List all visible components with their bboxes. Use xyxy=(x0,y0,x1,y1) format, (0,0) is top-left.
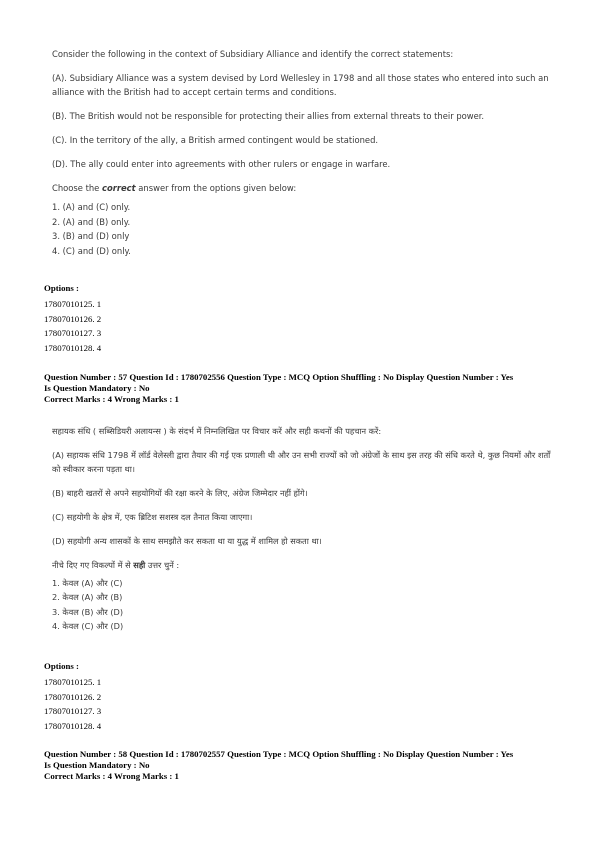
answer-1-hindi: 1. केवल (A) और (C) xyxy=(52,578,123,588)
meta-line-2: Is Question Mandatory : No xyxy=(44,383,150,393)
statement-b: (B). The British would not be responsible for protecting their allies from external threats to their power. xyxy=(52,111,485,121)
statement-b-hindi: (B) बाहरी खतरों से अपने सहयोगियों की रक्षा करने के लिए, अंग्रेज जिम्मेदार नहीं होंगे। xyxy=(52,488,308,498)
options-header: Options : xyxy=(44,661,79,671)
question-57-hindi xyxy=(52,424,557,633)
statement-c-hindi: (C) सहयोगी के क्षेत्र में, एक ब्रिटिश सशस्त्र दल तैनात किया जाएगा। xyxy=(52,512,253,522)
question-stem-hindi: सहायक संधि ( सब्सिडियरी अलायन्स ) के संदर्भ में निम्नलिखित पर विचार करें और सही कथनों की पहचान करें: xyxy=(52,426,382,436)
meta-line-3: Correct Marks : 4 Wrong Marks : 1 xyxy=(44,394,179,404)
option-row: 17807010125. 1 xyxy=(44,677,102,687)
option-row: 17807010127. 3 xyxy=(44,328,102,339)
answer-4: 4. (C) and (D) only. xyxy=(52,245,131,256)
option-row: 17807010126. 2 xyxy=(44,691,102,702)
answer-2-hindi: 2. केवल (A) और (B) xyxy=(52,592,123,603)
question-58-meta xyxy=(44,749,564,782)
statement-a: (A). Subsidiary Alliance was a system devised by Lord Wellesley in 1798 and all those states who entered into such an alliance with the British had to accept certain terms and conditions. xyxy=(52,73,549,97)
meta-line-2: Is Question Mandatory : No xyxy=(44,760,150,770)
choose-instruction-hindi: नीचे दिए गए विकल्पों में से सही उत्तर चुनें : xyxy=(52,560,180,570)
answer-list xyxy=(52,200,552,258)
options-block-hindi xyxy=(44,661,101,733)
answer-3: 3. (B) and (D) only xyxy=(52,231,130,241)
statement-d: (D). The ally could enter into agreements with other rulers or engage in warfare. xyxy=(52,159,391,169)
meta-line-3: Correct Marks : 4 Wrong Marks : 1 xyxy=(44,771,179,781)
answer-1: 1. (A) and (C) only. xyxy=(52,202,131,212)
question-57-english xyxy=(52,47,552,258)
option-row: 17807010127. 3 xyxy=(44,706,102,717)
meta-line-1: Question Number : 58 Question Id : 1780702557 Question Type : MCQ Option Shuffling : No Display Question Number : Yes xyxy=(44,749,514,759)
option-row: 17807010126. 2 xyxy=(44,313,102,324)
options-block-english xyxy=(44,283,101,355)
answer-4-hindi: 4. केवल (C) और (D) xyxy=(52,620,124,631)
option-row: 17807010128. 4 xyxy=(44,342,102,353)
answer-list-hindi xyxy=(52,576,557,633)
question-stem: Consider the following in the context of Subsidiary Alliance and identify the correct statements: xyxy=(52,49,454,59)
option-row: 17807010125. 1 xyxy=(44,299,102,309)
answer-2: 2. (A) and (B) only. xyxy=(52,216,131,227)
options-header: Options : xyxy=(44,283,79,293)
emphasis-correct: correct xyxy=(102,183,136,193)
emphasis-correct-hindi: सही xyxy=(133,560,146,570)
statement-a-hindi: (A) सहायक संधि 1798 में लॉर्ड वेलेस्ली द्वारा तैयार की गई एक प्रणाली थी और उन सभी राज्यों को जो अंग्रेजों के साथ इस तरह की संधि करते थे, कुछ नियमों और शर्तों को स्वीकार करना पड़ता था। xyxy=(52,450,551,474)
question-57-meta xyxy=(44,372,564,405)
meta-line-1: Question Number : 57 Question Id : 1780702556 Question Type : MCQ Option Shuffling : No Display Question Number : Yes xyxy=(44,372,514,382)
choose-instruction: Choose the correct answer from the options given below: xyxy=(52,183,297,193)
statement-d-hindi: (D) सहयोगी अन्य शासकों के साथ समझौते कर सकता था या युद्ध में शामिल हो सकता था। xyxy=(52,536,322,546)
statement-c: (C). In the territory of the ally, a British armed contingent would be stationed. xyxy=(52,135,379,145)
answer-3-hindi: 3. केवल (B) और (D) xyxy=(52,606,124,617)
option-row: 17807010128. 4 xyxy=(44,720,102,731)
